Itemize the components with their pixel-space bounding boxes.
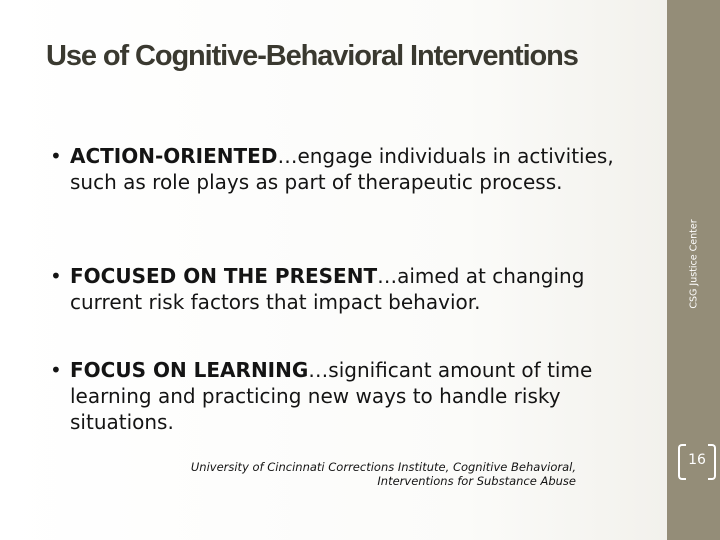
citation-line: University of Cincinnati Corrections Institute, Cognitive Behavioral,: [190, 460, 576, 474]
bullet-marker: •: [50, 264, 62, 288]
bullet-action-oriented: [50, 143, 650, 195]
bullet-lead: FOCUS ON LEARNING: [70, 358, 309, 382]
bullet-text: …engage individuals in activities, such as role plays as part of therapeutic process.: [70, 144, 614, 194]
source-citation: [116, 460, 576, 488]
bullet-focused-on-present: [50, 263, 640, 315]
citation-line: Interventions for Substance Abuse: [377, 474, 576, 488]
bullet-marker: •: [50, 358, 62, 382]
bullet-marker: •: [50, 144, 62, 168]
page-number: 16: [680, 440, 714, 480]
bullet-lead: ACTION-ORIENTED: [70, 144, 278, 168]
slide-title: Use of Cognitive-Behavioral Interventions: [46, 40, 578, 72]
bullet-text: …aimed at changing current risk factors that impact behavior.: [70, 264, 585, 314]
bullet-focus-on-learning: [50, 357, 630, 435]
organization-label: CSG Justice Center: [688, 219, 700, 309]
bullet-lead: FOCUSED ON THE PRESENT: [70, 264, 378, 288]
bullet-text: …significant amount of time learning and practicing new ways to handle risky situations.: [70, 358, 593, 434]
